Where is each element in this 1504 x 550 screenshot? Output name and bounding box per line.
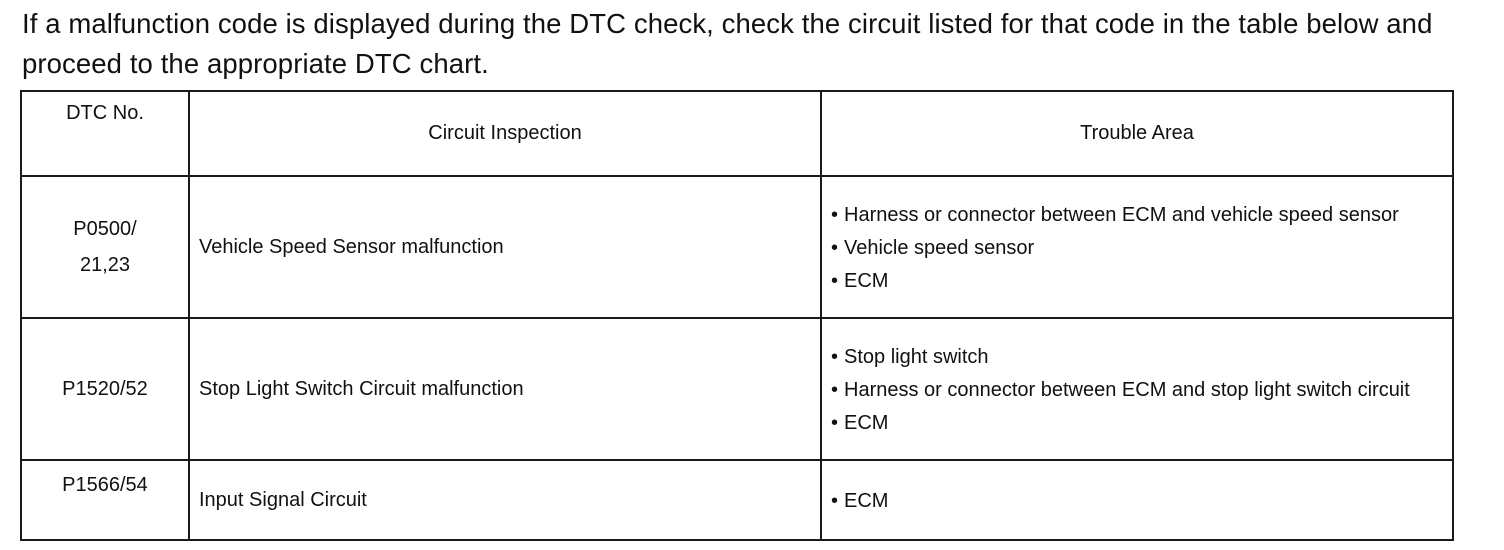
table-row <box>21 460 1453 540</box>
trouble-area-item: • ECM <box>831 485 1432 518</box>
intro-paragraph: If a malfunction code is displayed during the DTC check, check the circuit listed for that code in the table below and proceed to the appropriate DTC chart. <box>22 8 1433 79</box>
dtc-number-continued: 21,23 <box>79 254 131 276</box>
header-dtc-no: DTC No. <box>21 91 189 176</box>
dtc-number: P1520/52 <box>62 378 148 400</box>
dtc-number-cell <box>21 318 189 460</box>
dtc-number-cell <box>21 176 189 318</box>
trouble-area-item: • ECM <box>831 265 1432 298</box>
trouble-area-cell <box>821 460 1453 540</box>
dtc-number: P1566/54 <box>62 474 148 496</box>
dtc-table <box>20 90 1454 541</box>
trouble-area-list <box>822 191 1452 304</box>
bullet-icon: • <box>831 411 839 434</box>
trouble-area-list <box>822 333 1452 446</box>
trouble-area-cell <box>821 176 1453 318</box>
header-circuit-inspection: Circuit Inspection <box>189 91 821 176</box>
header-trouble-area: Trouble Area <box>821 91 1453 176</box>
table-row <box>21 176 1453 318</box>
trouble-area-item: • ECM <box>831 407 1432 440</box>
bullet-icon: • <box>831 203 839 226</box>
table-row <box>21 318 1453 460</box>
dtc-number-cell <box>21 460 189 540</box>
bullet-icon: • <box>831 236 839 259</box>
bullet-icon: • <box>831 269 839 292</box>
trouble-area-cell <box>821 318 1453 460</box>
trouble-area-item: • Harness or connector between ECM and vehicle speed sensor <box>831 199 1432 232</box>
bullet-icon: • <box>831 345 839 368</box>
trouble-area-item: • Stop light switch <box>831 341 1432 374</box>
circuit-inspection-cell: Vehicle Speed Sensor malfunction <box>189 176 821 318</box>
trouble-area-item: • Vehicle speed sensor <box>831 232 1432 265</box>
bullet-icon: • <box>831 489 839 512</box>
circuit-inspection-cell: Input Signal Circuit <box>189 460 821 540</box>
dtc-number: P0500/ <box>73 218 137 240</box>
trouble-area-list <box>822 477 1452 524</box>
bullet-icon: • <box>831 378 839 401</box>
circuit-inspection-cell: Stop Light Switch Circuit malfunction <box>189 318 821 460</box>
trouble-area-item: • Harness or connector between ECM and stop light switch circuit <box>831 374 1432 407</box>
table-header-row <box>21 91 1453 176</box>
